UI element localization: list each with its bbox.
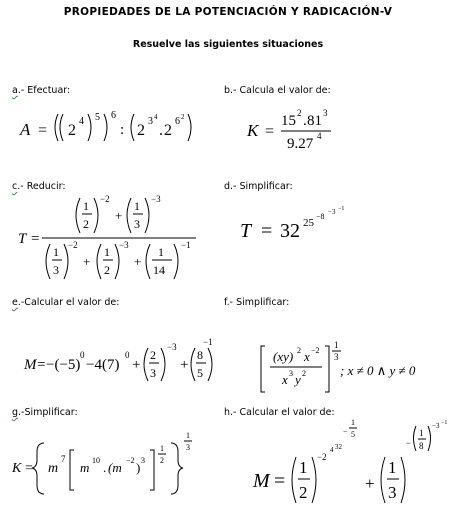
formula-b-n1: 15 xyxy=(281,113,296,129)
formula-a-exp4: 3 xyxy=(148,116,153,127)
f-den1e: 3 xyxy=(289,369,293,378)
formula-e-t1: −(−5) xyxy=(46,357,81,373)
c-num2-n: 1 xyxy=(134,199,140,213)
formula-e-z2: 0 xyxy=(125,350,130,360)
formula-b-equals: = xyxy=(265,123,275,140)
formula-e-plus2: + xyxy=(180,357,189,373)
formula-d-e4: −1 xyxy=(338,206,345,212)
e-frac1-d: 3 xyxy=(150,366,156,380)
formula-e-z1: 0 xyxy=(80,350,85,360)
formula-c-lhs: T xyxy=(18,231,27,247)
e-frac2-d: 5 xyxy=(197,366,203,380)
formula-d-lhs: T xyxy=(240,220,252,242)
exercise-c-letter: c xyxy=(12,181,18,192)
formula-b-dot: . xyxy=(303,113,307,129)
e-frac1-n: 2 xyxy=(150,348,156,362)
g-half-d: 2 xyxy=(160,456,164,465)
exercise-b-letter: b xyxy=(224,85,231,96)
exercise-c-instruction: .- Reducir: xyxy=(17,181,66,192)
g-dot: . xyxy=(103,460,107,475)
formula-a-exp1: 4 xyxy=(79,116,84,127)
exercise-g-instruction: .-Simplificar: xyxy=(18,407,78,418)
formula-d-base: 32 xyxy=(280,220,300,242)
exercise-h-letter: h xyxy=(224,407,231,418)
f-num2: x xyxy=(304,349,310,364)
formula-a-exp2: 5 xyxy=(95,112,100,123)
f-exp-n: 1 xyxy=(334,340,339,350)
formula-e-equals: = xyxy=(37,357,46,373)
formula-b-d1: 9.27 xyxy=(287,136,314,152)
c-num1-n: 1 xyxy=(83,199,89,213)
exercise-f-letter: f xyxy=(224,297,227,308)
f-exp-d: 3 xyxy=(334,352,339,362)
c-num2-e: −3 xyxy=(151,194,161,204)
f-den2e: 2 xyxy=(302,369,306,378)
exercise-b-instruction: .- Calcula el valor de: xyxy=(230,85,331,96)
formula-a-exp4b: 4 xyxy=(154,113,158,121)
formula-a-exp5b: 2 xyxy=(181,113,185,121)
g-e7: 7 xyxy=(61,454,66,464)
formula-d-e2: −8 xyxy=(316,212,325,221)
c-plus3: + xyxy=(134,254,142,269)
formula-e-lhs: M xyxy=(24,357,37,373)
h-e3: 32 xyxy=(335,443,342,451)
g-m2: m xyxy=(80,460,90,475)
formula-g-lhs: K xyxy=(12,461,22,476)
c-den1-d: 3 xyxy=(53,263,59,277)
h-f2: −3 xyxy=(432,422,440,430)
exercise-d-letter: d xyxy=(224,181,231,192)
h-e4: − xyxy=(343,427,348,436)
formula-a-colon: : xyxy=(120,122,125,138)
c-num1-e: −2 xyxy=(100,194,110,204)
h-f3: −1 xyxy=(441,420,448,426)
c-num2-d: 3 xyxy=(134,217,140,231)
c-den1-e: −2 xyxy=(68,240,78,250)
worksheet-title: PROPIEDADES DE LA POTENCIACIÓN Y RADICACIÓN-V xyxy=(63,6,393,18)
e-frac1-e: −3 xyxy=(167,342,177,352)
exercise-g-letter: g xyxy=(12,407,19,418)
h-frac2-n: 1 xyxy=(388,458,397,477)
formula-d-equals: = xyxy=(261,220,273,242)
formula-a-base2: 2 xyxy=(137,122,145,139)
formula-a-exp3: 6 xyxy=(111,110,116,121)
h-frac1-d: 2 xyxy=(299,483,308,502)
formula-h-lhs: M xyxy=(253,470,270,492)
c-num1-d: 2 xyxy=(83,217,89,231)
formula-e-t2: −4(7) xyxy=(86,357,120,373)
g-half-n: 1 xyxy=(160,444,164,453)
c-plus2: + xyxy=(83,254,91,269)
formula-b-d1e: 4 xyxy=(317,131,322,141)
exercise-h-instruction: .- Calcular el valor de: xyxy=(230,407,335,418)
formula-a-dot: . xyxy=(159,122,163,139)
c-plus1: + xyxy=(115,208,123,223)
formula-c-equals: = xyxy=(31,231,40,247)
c-den1-n: 1 xyxy=(53,245,59,259)
h-plus: + xyxy=(365,474,375,493)
formula-b-lhs: K xyxy=(247,121,259,140)
c-den2-e: −3 xyxy=(119,240,129,250)
g-third-n: 1 xyxy=(186,431,190,440)
f-num2e: −2 xyxy=(311,346,320,355)
c-den2-n: 1 xyxy=(104,245,110,259)
exercise-a-instruction: .- Efectuar: xyxy=(17,85,71,96)
formula-b-n1e: 2 xyxy=(297,108,302,118)
formula-b-n2e: 3 xyxy=(323,108,328,118)
e-frac2-n: 8 xyxy=(197,348,203,362)
exercise-e-instruction: .-Calcular el valor de: xyxy=(17,297,120,308)
h-f-d: 8 xyxy=(419,441,424,451)
f-den2: y xyxy=(295,372,301,387)
g-third-d: 3 xyxy=(186,443,190,452)
c-den2-d: 2 xyxy=(104,263,110,277)
exercise-a-letter: a xyxy=(12,85,18,96)
h-e5-d: 5 xyxy=(351,430,355,439)
h-f-n: 1 xyxy=(419,428,424,438)
c-den3-d: 14 xyxy=(153,263,165,277)
formula-a-equals: = xyxy=(38,122,48,139)
worksheet-subtitle: Resuelve las siguientes situaciones xyxy=(132,39,324,50)
formula-a-base1: 2 xyxy=(68,122,76,139)
exercise-f-instruction: .- Simplificar: xyxy=(226,297,290,308)
exercise-d-instruction: .- Simplificar: xyxy=(230,181,293,192)
c-den3-e: −1 xyxy=(181,240,191,250)
f-num1e: 2 xyxy=(297,346,301,355)
formula-a-base3: 2 xyxy=(164,122,172,139)
exercise-e-letter: e xyxy=(12,297,18,308)
formula-d-e1: 25 xyxy=(303,217,314,229)
h-frac1-n: 1 xyxy=(299,458,308,477)
g-close: ) xyxy=(136,460,141,475)
formula-h-equals: = xyxy=(274,470,286,492)
g-open: (m xyxy=(108,460,122,475)
g-m1: m xyxy=(48,461,59,476)
h-frac2-d: 3 xyxy=(388,483,397,502)
formula-e-plus1: + xyxy=(132,357,141,373)
f-den1: x xyxy=(282,372,288,387)
c-den3-n: 1 xyxy=(158,245,164,259)
h-e2: 4 xyxy=(330,446,334,454)
h-e5-n: 1 xyxy=(351,418,355,427)
h-e1: −2 xyxy=(317,452,327,462)
g-em2: −2 xyxy=(126,456,135,465)
f-condition: ; x ≠ 0 ∧ y ≠ 0 xyxy=(340,363,416,378)
g-e3: 3 xyxy=(141,456,145,465)
formula-d-e3: −3 xyxy=(328,208,336,216)
h-f1: − xyxy=(406,438,412,448)
e-frac2-e: −1 xyxy=(203,337,213,347)
formula-g-equals: = xyxy=(25,461,33,476)
formula-a-lhs: A xyxy=(20,120,31,139)
f-num1: (xy) xyxy=(273,349,294,364)
g-e10: 10 xyxy=(92,456,100,465)
formula-b-n2: 81 xyxy=(307,113,322,129)
formula-a-exp5: 6 xyxy=(175,116,180,127)
